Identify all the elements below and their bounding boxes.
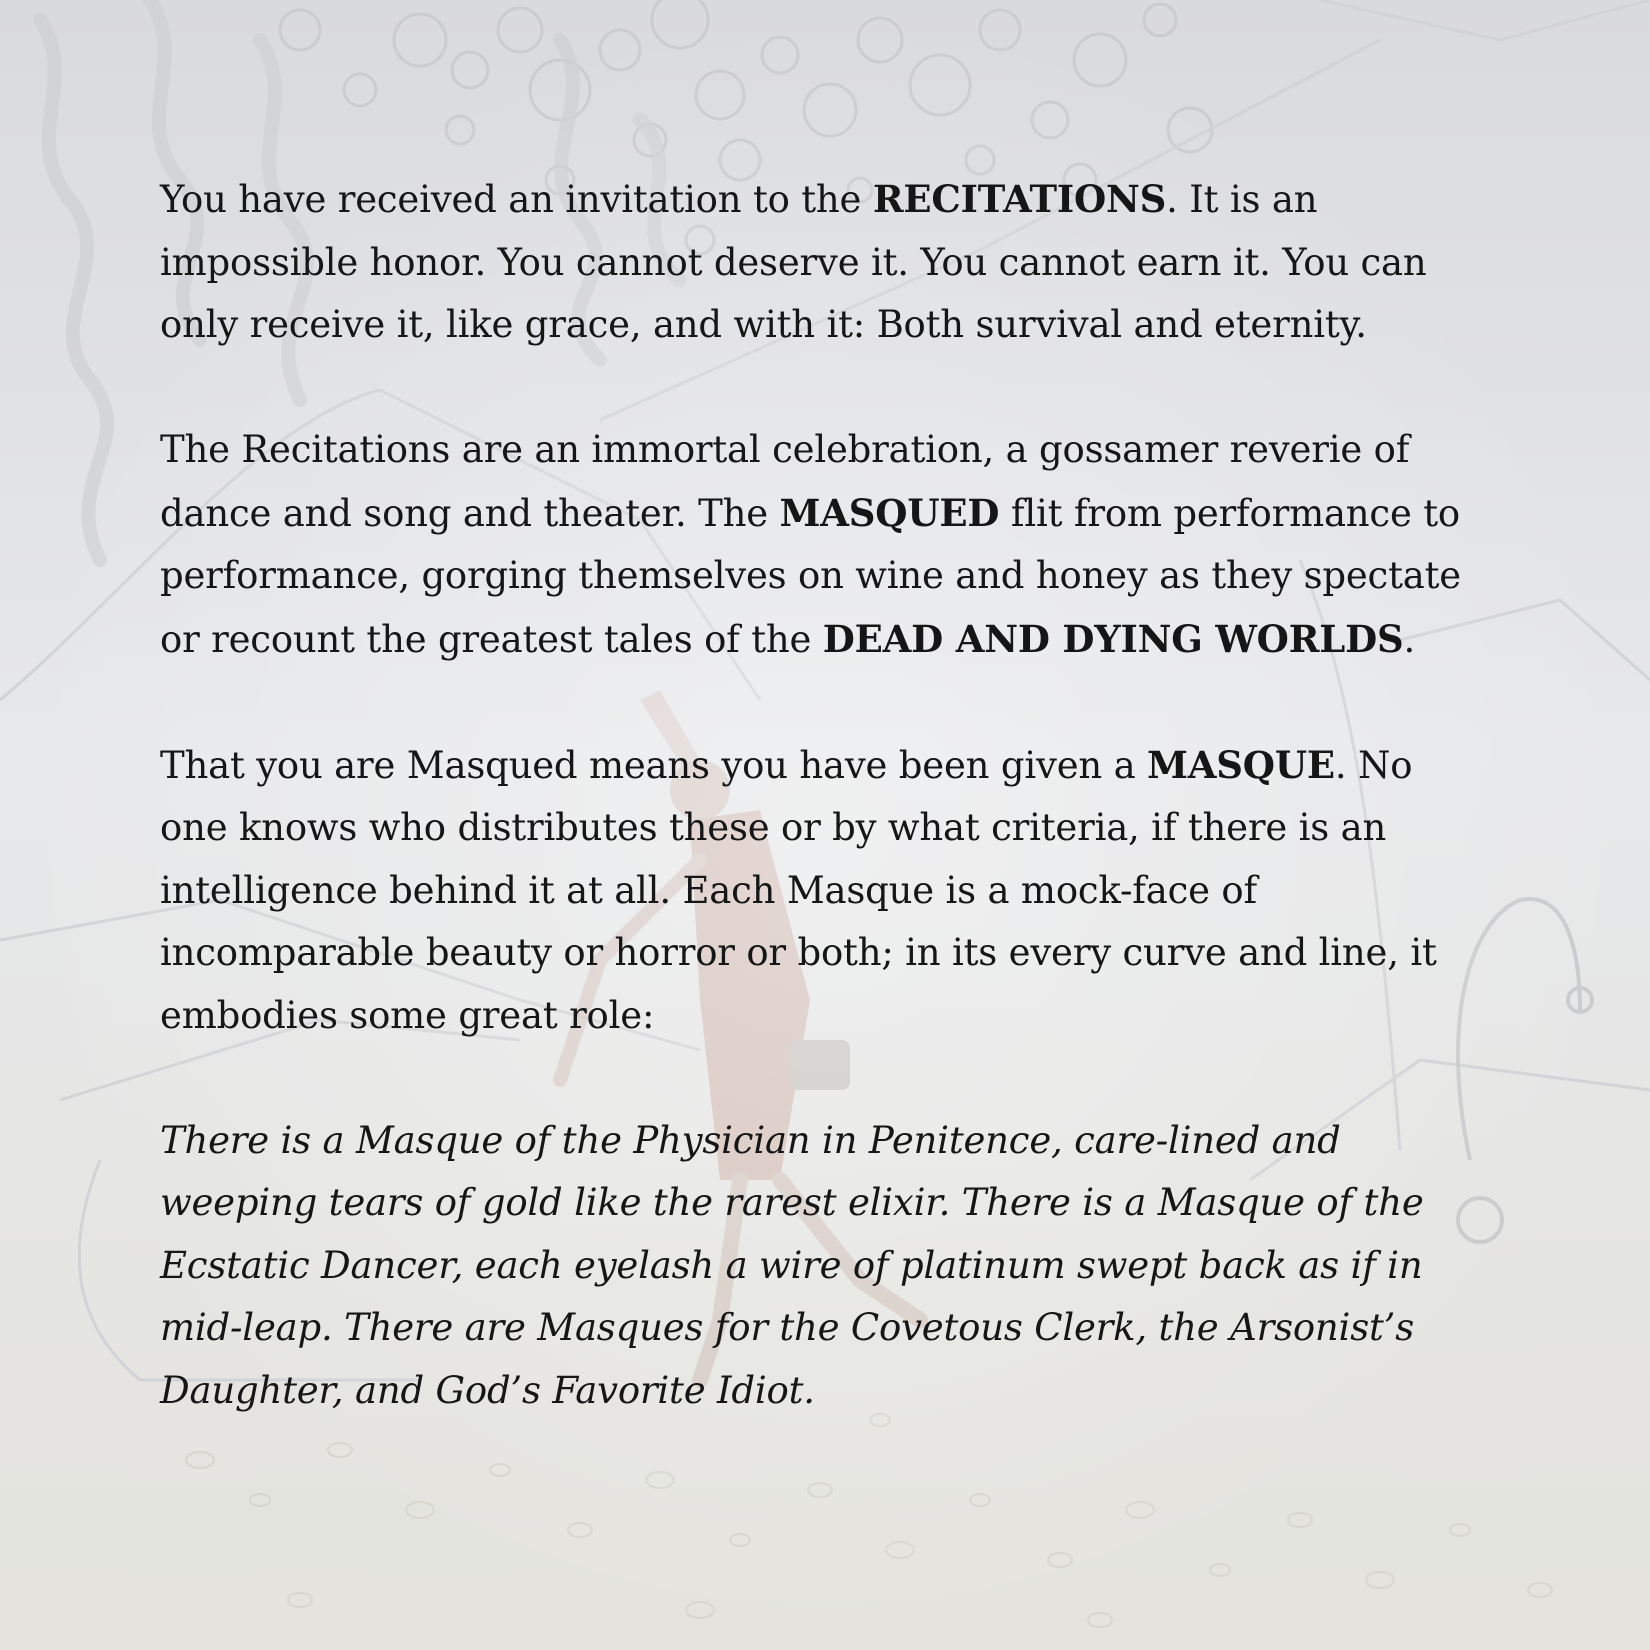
text-segment: The Recitations are an immortal celebration, a gossamer reverie of dance and song and theater. The [160, 428, 1410, 535]
term-dead-and-dying-worlds: DEAD AND DYING WORLDS [822, 616, 1404, 661]
text-segment: . It is an impossible honor. You cannot deserve it. You cannot earn it. You can only receive it, like grace, and with it: Both survival and eternity. [160, 178, 1427, 346]
text-segment: flit from performance to performance, gorging themselves on wine and honey as they spectate or recount the greatest tales of the [160, 491, 1461, 661]
term-masqued: MASQUED [779, 490, 1000, 535]
text-segment: . [1403, 617, 1416, 661]
term-masque: MASQUE [1147, 742, 1335, 787]
text-segment: . No one knows who distributes these or by what criteria, if there is an intelligence behind it at all. Each Masque is a mock-face of incomparable beauty or horror or both; in its every curve and line, it embodies some great role: [160, 743, 1437, 1037]
term-recitations: RECITATIONS [872, 177, 1167, 221]
paragraph-invitation [160, 168, 1490, 357]
text-segment: That you are Masqued means you have been given a [160, 743, 1147, 787]
paragraph-masque [160, 734, 1490, 1048]
paragraph-recitations [160, 419, 1490, 671]
body-text [160, 168, 1490, 1485]
paragraph-masque-examples: There is a Masque of the Physician in Penitence, care-lined and weeping tears of gold like the rarest elixir. There is a Masque of the Ecstatic Dancer, each eyelash a wire of platinum swept back as if in mid-leap. There are Masques for the Covetous Clerk, the Arsonist’s Daughter, and God’s Favorite Idiot. [160, 1118, 1424, 1412]
text-segment: You have received an invitation to the [160, 178, 873, 221]
